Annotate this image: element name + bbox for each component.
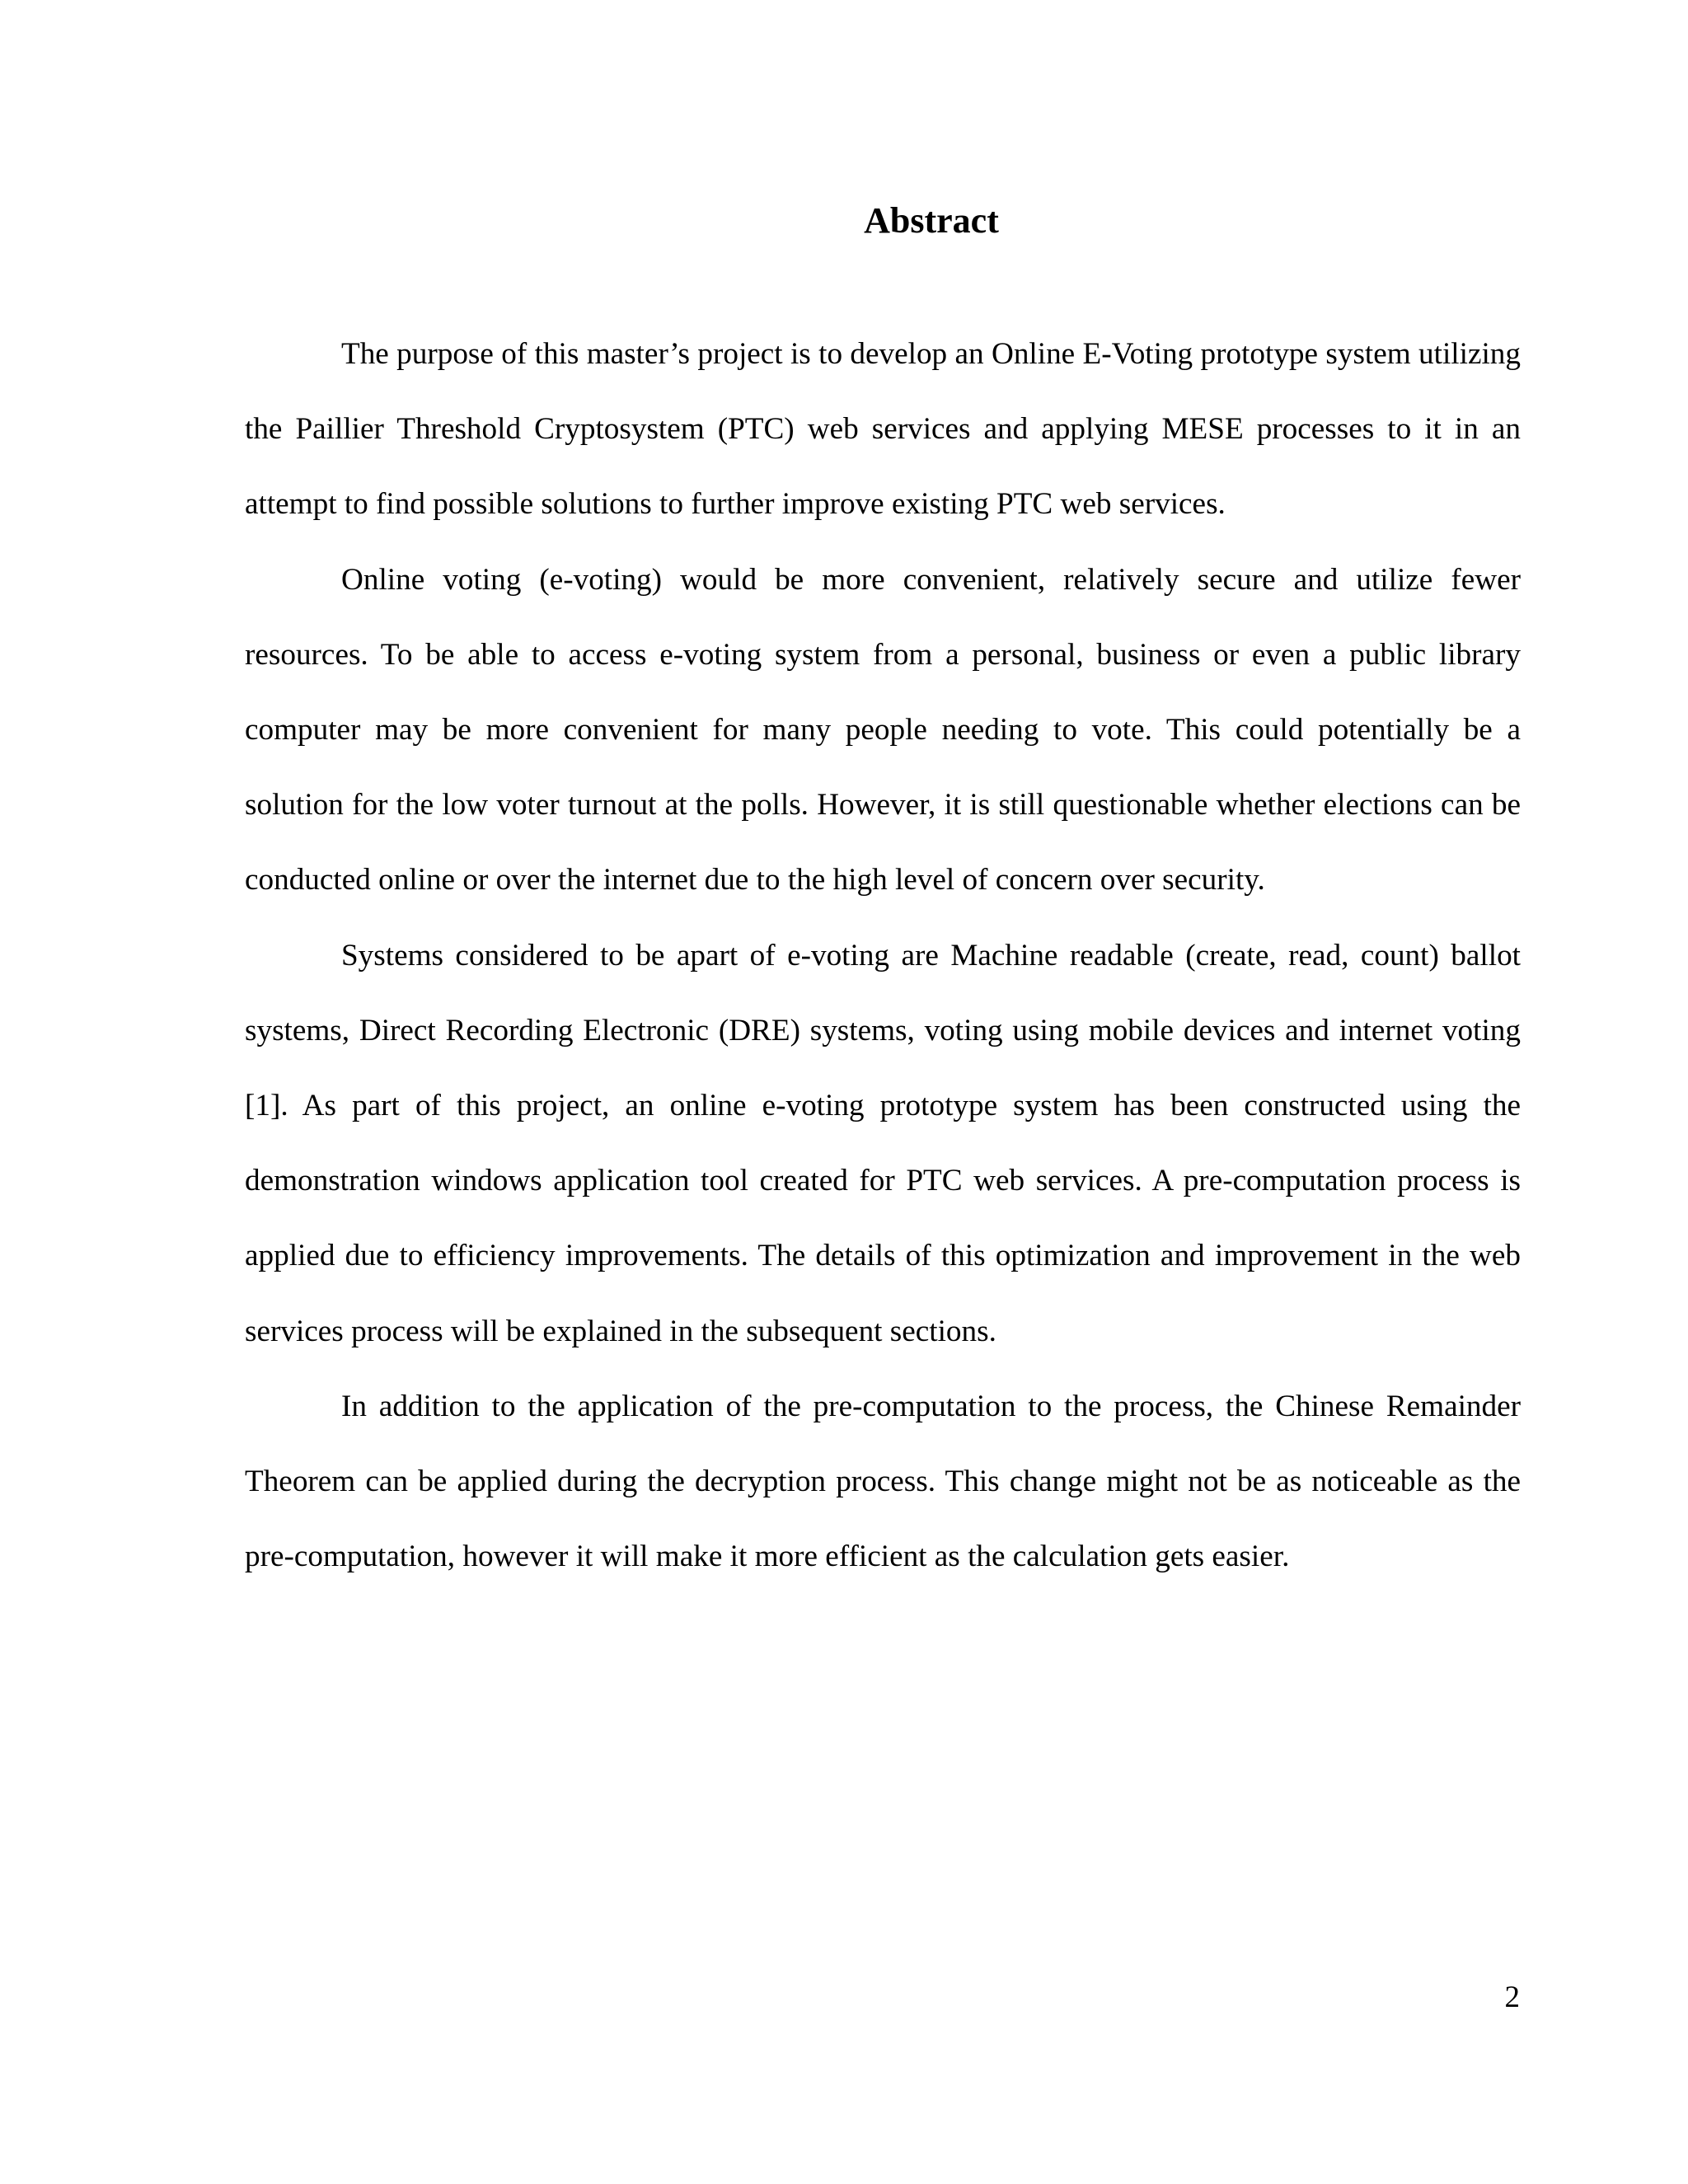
paragraph-online-voting: Online voting (e-voting) would be more convenient, relatively secure and utilize fewer resources. To be able to access e-voting system from a personal, business or even a public library computer may be more convenient for many people needing to vote. This could potentially be a solution for the low voter turnout at the polls. However, it is still questionable whether elections can be conducted online or over the internet due to the high level of concern over security.: [245, 562, 1521, 898]
paragraph-chinese-remainder: In addition to the application of the pre-computation to the process, the Chinese Remainder Theorem can be applied during the decryption process. This change might not be as noticeable as the pre-computation, however it will make it more efficient as the calculation gets easier.: [245, 1389, 1521, 1574]
page-title: Abstract: [864, 200, 999, 241]
page-number: 2: [1504, 1980, 1520, 2014]
abstract-body: [245, 316, 1521, 1594]
paragraph-systems: Systems considered to be apart of e-voting are Machine readable (create, read, count) ballot systems, Direct Recording Electronic (DRE) systems, voting using mobile devices and internet voting [1]. As part of this project, an online e-voting prototype system has been constructed using the demonstration windows application tool created for PTC web services. A pre-computation process is applied due to efficiency improvements. The details of this optimization and improvement in the web services process will be explained in the subsequent sections.: [245, 938, 1521, 1348]
paragraph-purpose: The purpose of this master’s project is to develop an Online E-Voting prototype system utilizing the Paillier Threshold Cryptosystem (PTC) web services and applying MESE processes to it in an attempt to find possible solutions to further improve existing PTC web services.: [245, 337, 1521, 522]
